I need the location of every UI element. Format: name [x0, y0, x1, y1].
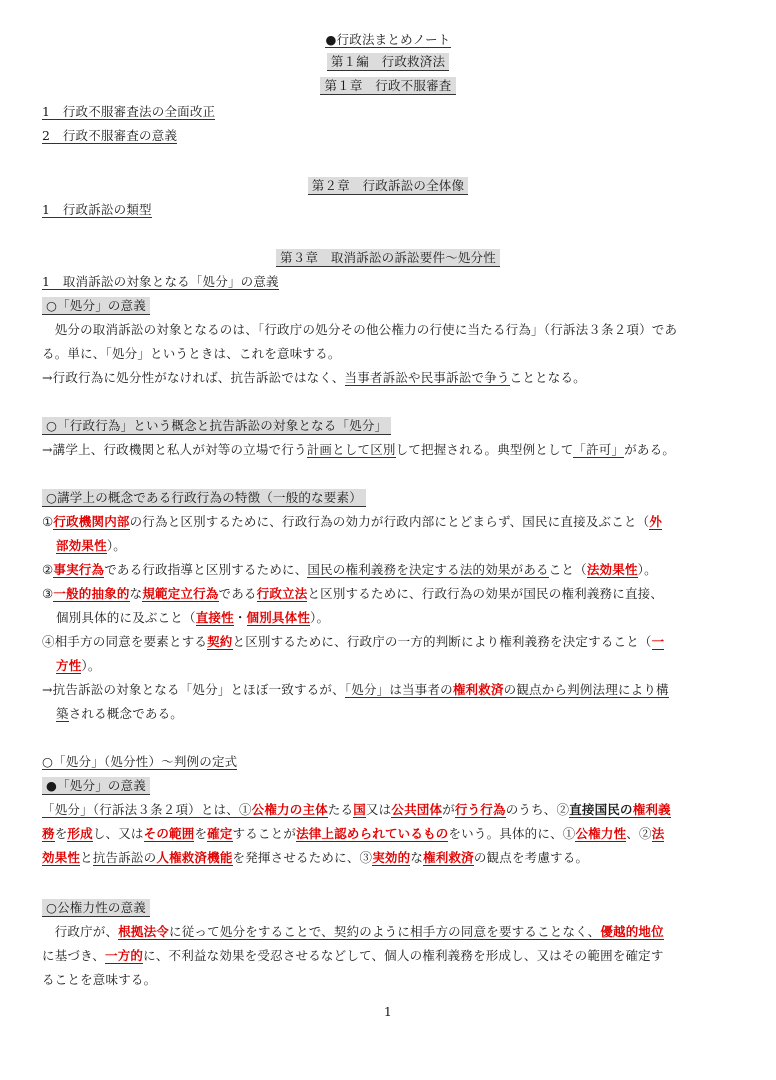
paragraph-line: 務を形成し、又はその範囲を確定することが法律上認められているものをいう。具体的に、①公権力性、②法	[42, 826, 665, 841]
part-heading: 第１編 行政救済法	[0, 52, 776, 72]
ch3-item-1: 1 取消訴訟の対象となる「処分」の意義	[42, 274, 279, 289]
paragraph-line: ることを意味する。	[42, 972, 157, 987]
section-heading-kokenryoku: ○公権力性の意義	[42, 898, 150, 918]
paragraph-line: に基づき、一方的に、不利益な効果を受忍させるなどして、個人の権利義務を形成し、又はその範囲を確定す	[42, 948, 664, 963]
paragraph-line: →行政行為に処分性がなければ、抗告訴訟ではなく、当事者訴訟や民事訴訟で争うこととなる。	[42, 370, 586, 385]
ch2-item-1: 1 行政訴訟の類型	[42, 202, 152, 217]
paragraph-line: →講学上、行政機関と私人が対等の立場で行う計画として区別して把握される。典型例として「許可」がある。	[42, 442, 676, 457]
ch1-item-1: 1 行政不服審査法の全面改正	[42, 104, 216, 119]
list-item-continuation: 個別具体的に及ぶこと（直接性・個別具体性）。	[56, 610, 330, 625]
chapter-2-heading: 第２章 行政訴訟の全体像	[0, 176, 776, 196]
list-item: ④相手方の同意を要素とする契約と区別するために、行政庁の一方的判断により権利義務を決定すること（一	[42, 634, 665, 649]
paragraph-line: る。単に、「処分」というときは、これを意味する。	[42, 346, 341, 361]
section-heading-features: ○講学上の概念である行政行為の特徴（一般的な要素）	[42, 488, 366, 508]
paragraph-line: 行政庁が、根拠法令に従って処分をすることで、契約のように相手方の同意を要することなく、優越的地位	[42, 924, 664, 939]
doc-title: ●行政法まとめノート	[325, 32, 451, 47]
page-number: 1	[383, 1004, 393, 1019]
ch1-item-2: 2 行政不服審査の意義	[42, 128, 178, 143]
paragraph-line: 処分の取消訴訟の対象となるのは、「行政庁の処分その他公権力の行使に当たる行為」（行訴法３条２項）であ	[42, 322, 678, 337]
paragraph-line: 効果性と抗告訴訟の人権救済機能を発揮させるために、③実効的な権利救済の観点を考慮する。	[42, 850, 589, 865]
section-heading-hanrei: ○「処分」（処分性）～判例の定式	[42, 754, 238, 769]
paragraph-line: 築される概念である。	[56, 706, 184, 721]
list-item-continuation: 部効果性）。	[56, 538, 126, 553]
chapter-1-heading: 第１章 行政不服審査	[0, 76, 776, 96]
section-heading-gyosei-koi: ○「行政行為」という概念と抗告訴訟の対象となる「処分」	[42, 416, 391, 436]
section-heading-shobun-igi: ●「処分」の意義	[42, 776, 150, 796]
list-item-continuation: 方性）。	[56, 658, 101, 673]
paragraph-line: →抗告訴訟の対象となる「処分」とほぼ一致するが、「処分」は当事者の権利救済の観点から判例法理により構	[42, 682, 669, 697]
section-heading-shobun: ○「処分」の意義	[42, 296, 150, 316]
list-item: ②事実行為である行政指導と区別するために、国民の権利義務を決定する法的効果があること（法効果性）。	[42, 562, 657, 577]
list-item: ③一般的抽象的な規範定立行為である行政立法と区別するために、行政行為の効果が国民の権利義務に直接、	[42, 586, 664, 601]
list-item: ①行政機関内部の行為と区別するために、行政行為の効力が行政内部にとどまらず、国民に直接及ぶこと（外	[42, 514, 663, 529]
paragraph-line: 「処分」（行訴法３条２項）とは、①公権力の主体たる国又は公共団体が行う行為のうち、②直接国民の権利義	[42, 802, 671, 817]
chapter-3-heading: 第３章 取消訴訟の訴訟要件～処分性	[0, 248, 776, 268]
